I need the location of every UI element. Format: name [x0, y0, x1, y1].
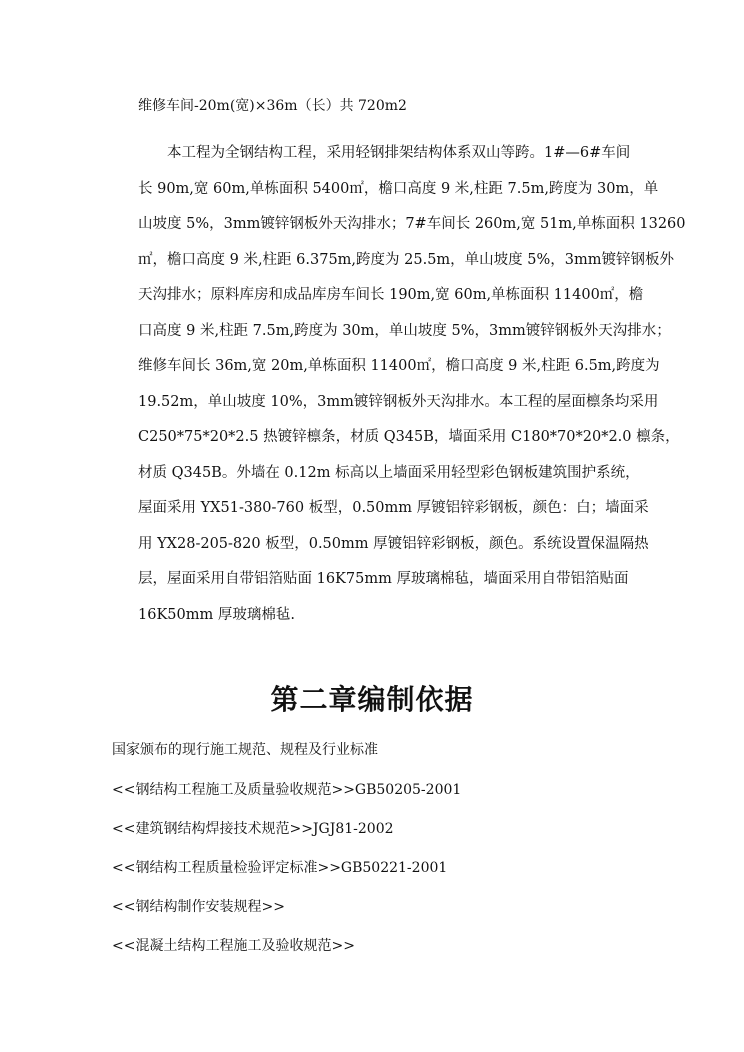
reference-item: <<钢结构工程施工及质量验收规范>>GB50205-2001 [112, 782, 462, 798]
paragraph-line: 16K50mm 厚玻璃棉毡. [138, 606, 295, 623]
paragraph-line: 层，屋面采用自带铝箔贴面 16K75mm 厚玻璃棉毡，墙面采用自带铝箔贴面 [138, 571, 629, 587]
workshop-dimension-line: 维修车间-20m(宽)×36m（长）共 720m2 [138, 98, 407, 114]
paragraph-line: 屋面采用 YX51-380-760 板型，0.50mm 厚镀铝锌彩钢板，颜色：白；墙面采 [138, 500, 649, 516]
paragraph-line: 用 YX28-205-820 板型，0.50mm 厚镀铝锌彩钢板，颜色。系统设置保温隔热 [138, 535, 649, 552]
standards-intro-line: 国家颁布的现行施工规范、规程及行业标准 [112, 742, 378, 758]
reference-item: <<建筑钢结构焊接技术规范>>JGJ81-2002 [112, 821, 394, 837]
paragraph-line: 天沟排水；原料库房和成品库房车间长 190m,宽 60m,单栋面积 11400㎡，檐 [138, 287, 644, 303]
chapter-title: 第二章编制依据 [270, 683, 474, 716]
paragraph-line: 本工程为全钢结构工程，采用轻钢排架结构体系双山等跨。1#—6#车间 [138, 145, 631, 161]
reference-item: <<钢结构制作安装规程>> [112, 899, 285, 915]
paragraph-line: 长 90m,宽 60m,单栋面积 5400㎡，檐口高度 9 米,柱距 7.5m,跨度为 30m，单 [138, 180, 659, 197]
paragraph-line: ㎡，檐口高度 9 米,柱距 6.375m,跨度为 25.5m，单山坡度 5%，3mm镀锌钢板外 [138, 251, 675, 268]
paragraph-line: C250*75*20*2.5 热镀锌檩条，材质 Q345B，墙面采用 C180*70*20*2.0 檩条， [138, 429, 680, 445]
paragraph-line: 山坡度 5%，3mm镀锌钢板外天沟排水；7#车间长 260m,宽 51m,单栋面积 13260 [138, 216, 686, 232]
reference-item: <<混凝土结构工程施工及验收规范>> [112, 938, 355, 954]
paragraph-line: 材质 Q345B。外墙在 0.12m 标高以上墙面采用轻型彩色钢板建筑围护系统， [138, 464, 640, 481]
paragraph-line: 19.52m，单山坡度 10%，3mm镀锌钢板外天沟排水。本工程的屋面檩条均采用 [138, 393, 659, 410]
paragraph-line: 维修车间长 36m,宽 20m,单栋面积 11400㎡，檐口高度 9 米,柱距 6.5m,跨度为 [138, 358, 660, 374]
reference-item: <<钢结构工程质量检验评定标准>>GB50221-2001 [112, 860, 448, 876]
reference-list [112, 780, 461, 975]
paragraph-line: 口高度 9 米,柱距 7.5m,跨度为 30m，单山坡度 5%，3mm镀锌钢板外天沟排水； [138, 322, 671, 339]
project-description-paragraph [138, 136, 686, 633]
